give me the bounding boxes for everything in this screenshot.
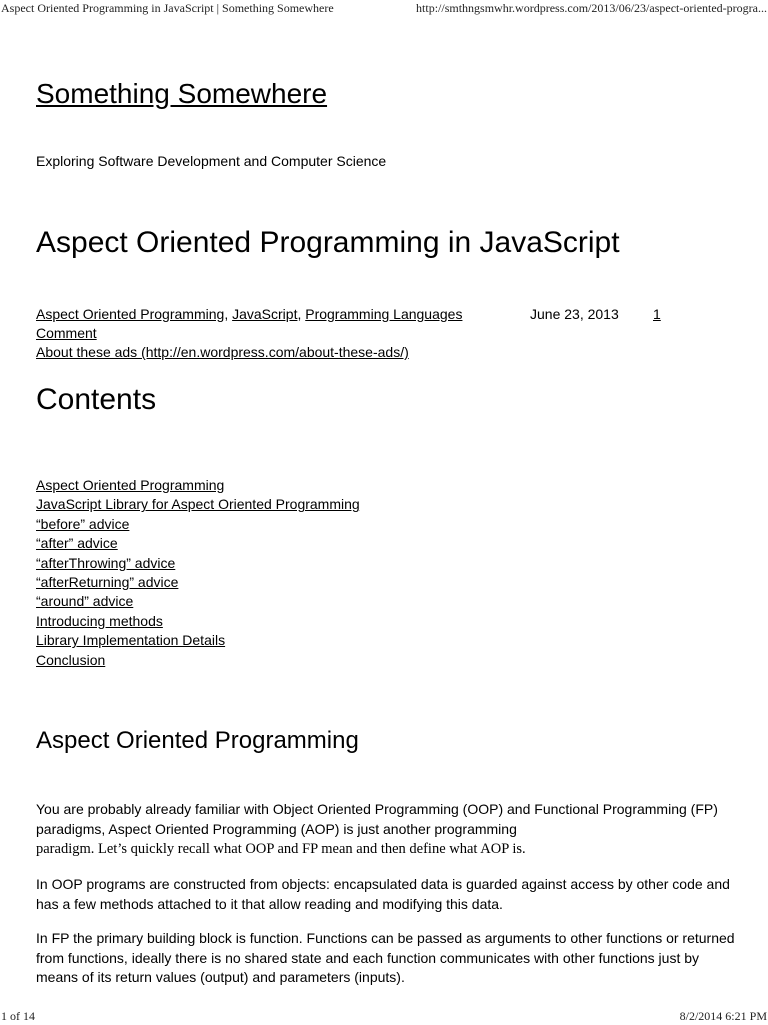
site-title[interactable] (36, 78, 327, 110)
page-number: 1 of 14 (1, 1009, 35, 1023)
toc-link-afterthrowing-advice[interactable]: “afterThrowing” advice (36, 554, 176, 571)
toc-item (36, 592, 360, 611)
category-separator: , (224, 306, 233, 322)
toc-item (36, 534, 360, 553)
section-heading: Aspect Oriented Programming (36, 727, 359, 754)
toc-item (36, 573, 360, 592)
post-date: June 23, 2013 (530, 306, 619, 322)
site-tagline: Exploring Software Development and Computer Science (36, 153, 387, 169)
post-categories (36, 306, 462, 322)
print-header (0, 1, 768, 17)
toc-link-after-advice[interactable]: “after” advice (36, 535, 118, 552)
about-ads-link[interactable]: About these ads (http://en.wordpress.com/about-these-ads/) (36, 344, 409, 360)
contents-heading: Contents (36, 383, 157, 416)
toc-item (36, 631, 360, 650)
toc-link-around-advice[interactable]: “around” advice (36, 593, 134, 610)
table-of-contents (36, 476, 360, 670)
paragraph-intro (36, 800, 736, 860)
toc-link-introducing-methods[interactable]: Introducing methods (36, 612, 163, 629)
toc-link-javascript-library[interactable]: JavaScript Library for Aspect Oriented Programming (36, 496, 360, 513)
paragraph-intro-text: You are probably already familiar with Object Oriented Programming (OOP) and Functional Programming (FP) paradigms, Aspect Oriented Programming (AOP) is just another programming (36, 801, 718, 837)
comments-label-link[interactable]: Comment (36, 325, 97, 341)
toc-link-before-advice[interactable]: “before” advice (36, 515, 130, 532)
post-meta (36, 305, 736, 360)
category-link-aop[interactable]: Aspect Oriented Programming (36, 306, 225, 322)
toc-link-afterreturning-advice[interactable]: “afterReturning” advice (36, 574, 179, 591)
toc-link-aspect-oriented-programming[interactable]: Aspect Oriented Programming (36, 477, 225, 493)
toc-item (36, 651, 360, 670)
post-title: Aspect Oriented Programming in JavaScript (36, 226, 620, 259)
paragraph-oop: In OOP programs are constructed from objects: encapsulated data is guarded against access by other code and has a few methods attached to it that allow reading and modifying this data. (36, 876, 730, 912)
toc-item (36, 476, 360, 495)
comments-count-link[interactable]: 1 (653, 306, 661, 322)
category-separator: , (297, 306, 306, 322)
print-footer (0, 1009, 768, 1025)
category-link-javascript[interactable]: JavaScript (232, 306, 298, 322)
toc-item (36, 554, 360, 573)
paragraph-intro-tail: paradigm. Let’s quickly recall what OOP and FP mean and then define what AOP is. (36, 841, 526, 857)
toc-link-conclusion[interactable]: Conclusion (36, 651, 106, 668)
print-header-url: http://smthngsmwhr.wordpress.com/2013/06/23/aspect-oriented-progra... (416, 1, 767, 15)
site-title-link[interactable]: Something Somewhere (36, 78, 328, 109)
toc-item (36, 495, 360, 514)
paragraph-fp: In FP the primary building block is function. Functions can be passed as arguments to other functions or returned from functions, ideally there is no shared state and each function communicates with other functions just by means of its return values (output) and parameters (inputs). (36, 930, 735, 985)
toc-item (36, 612, 360, 631)
print-header-title: Aspect Oriented Programming in JavaScript | Something Somewhere (1, 1, 334, 15)
category-link-programming-languages[interactable]: Programming Languages (305, 306, 463, 322)
print-timestamp: 8/2/2014 6:21 PM (679, 1009, 767, 1023)
toc-link-library-implementation-details[interactable]: Library Implementation Details (36, 632, 226, 649)
toc-item (36, 515, 360, 534)
